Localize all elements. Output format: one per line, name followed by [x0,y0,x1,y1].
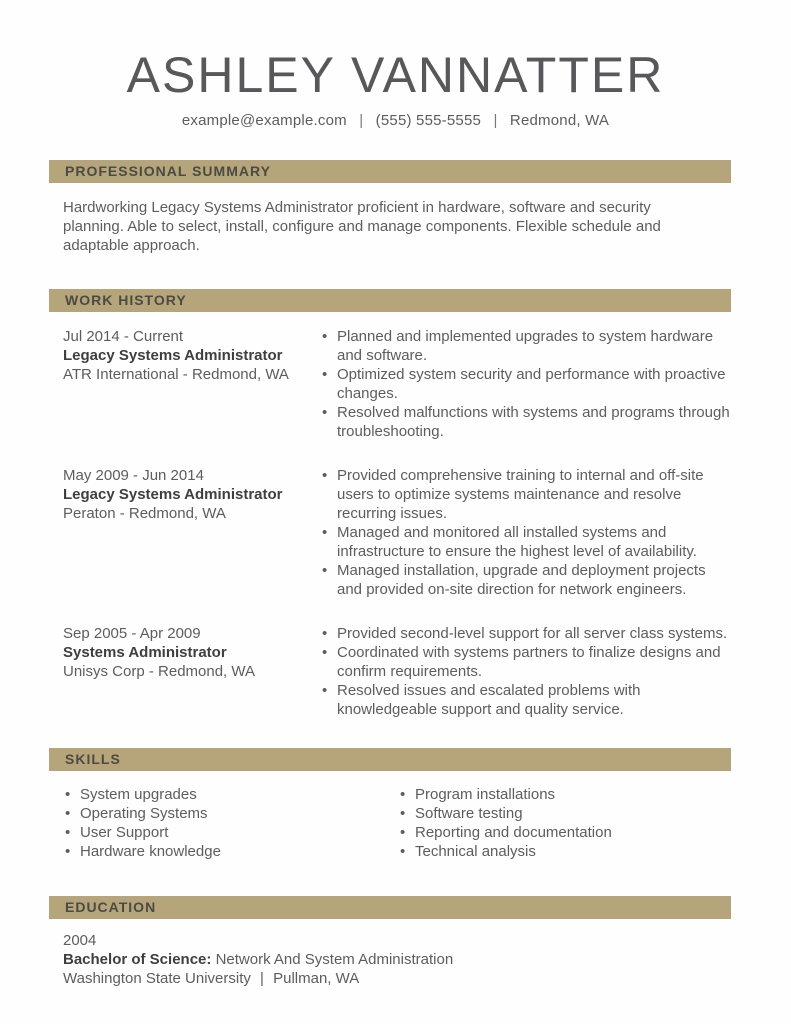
school-name: Washington State University [63,970,251,987]
skill-item: • Reporting and documentation [398,823,731,842]
job-bullet: • Managed installation, upgrade and deployment projects and provided on-site direction for network engineers. [320,561,733,599]
contact-separator: | [359,112,364,129]
resume-header [0,48,791,129]
section-header-work-history: WORK HISTORY [49,289,731,312]
skill-item: • System upgrades [63,785,398,804]
job-title: Systems Administrator [63,644,227,661]
summary-text: Hardworking Legacy Systems Administrator proficient in hardware, software and security planning. Able to select, install, configure and manage components. Flexible schedule and adaptable approach. [63,199,661,254]
job-company: Peraton - Redmond, WA [63,505,226,522]
degree-label: Bachelor of Science: [63,951,212,968]
contact-location: Redmond, WA [509,112,610,129]
job-bullet-list [320,624,733,719]
job-title: Legacy Systems Administrator [63,347,283,364]
section-work-history [0,289,791,719]
education-degree-line [63,950,731,969]
education-block [63,931,731,988]
section-skills [0,748,791,861]
school-location: Pullman, WA [273,970,360,987]
job-dates: May 2009 - Jun 2014 [63,467,204,484]
degree-field: Network And System Administration [215,951,454,968]
section-professional-summary [0,160,791,255]
job-meta [63,466,320,599]
job-bullet: • Managed and monitored all installed systems and infrastructure to ensure the highest level of availability. [320,523,733,561]
section-education [0,896,791,988]
job-company: ATR International - Redmond, WA [63,366,289,383]
education-school-line [63,969,731,988]
skill-item: • User Support [63,823,398,842]
job-bullet: • Provided comprehensive training to internal and off-site users to optimize systems maintenance and resolve recurring issues. [320,466,733,523]
education-year: 2004 [63,932,97,949]
job-entry [63,466,733,599]
candidate-name: ASHLEY VANNATTER [126,47,665,103]
job-title: Legacy Systems Administrator [63,486,283,503]
contact-email: example@example.com [181,112,347,129]
section-header-skills: SKILLS [49,748,731,771]
skills-grid [63,785,731,861]
contact-line [0,112,791,129]
job-dates: Sep 2005 - Apr 2009 [63,625,201,642]
job-bullet: • Provided second-level support for all server class systems. [320,624,733,643]
skills-column-1 [63,785,398,861]
contact-phone: (555) 555-5555 [375,112,482,129]
skill-item: • Operating Systems [63,804,398,823]
job-company: Unisys Corp - Redmond, WA [63,663,255,680]
job-bullet-list [320,327,733,441]
contact-separator: | [493,112,498,129]
skill-item: • Hardware knowledge [63,842,398,861]
section-header-professional-summary: PROFESSIONAL SUMMARY [49,160,731,183]
job-dates: Jul 2014 - Current [63,328,184,345]
job-bullet: • Resolved malfunctions with systems and programs through troubleshooting. [320,403,733,441]
skill-item: • Software testing [398,804,731,823]
job-bullet: • Optimized system security and performance with proactive changes. [320,365,733,403]
job-entry [63,624,733,719]
job-bullet: • Resolved issues and escalated problems with knowledgeable support and quality service. [320,681,733,719]
job-meta [63,327,320,441]
job-bullet: • Coordinated with systems partners to finalize designs and confirm requirements. [320,643,733,681]
job-bullet: • Planned and implemented upgrades to system hardware and software. [320,327,733,365]
skill-item: • Technical analysis [398,842,731,861]
job-entry [63,327,733,441]
job-meta [63,624,320,719]
skills-column-2 [398,785,731,861]
section-header-education: EDUCATION [49,896,731,919]
job-bullet-list [320,466,733,599]
skill-item: • Program installations [398,785,731,804]
school-separator: | [260,970,264,987]
